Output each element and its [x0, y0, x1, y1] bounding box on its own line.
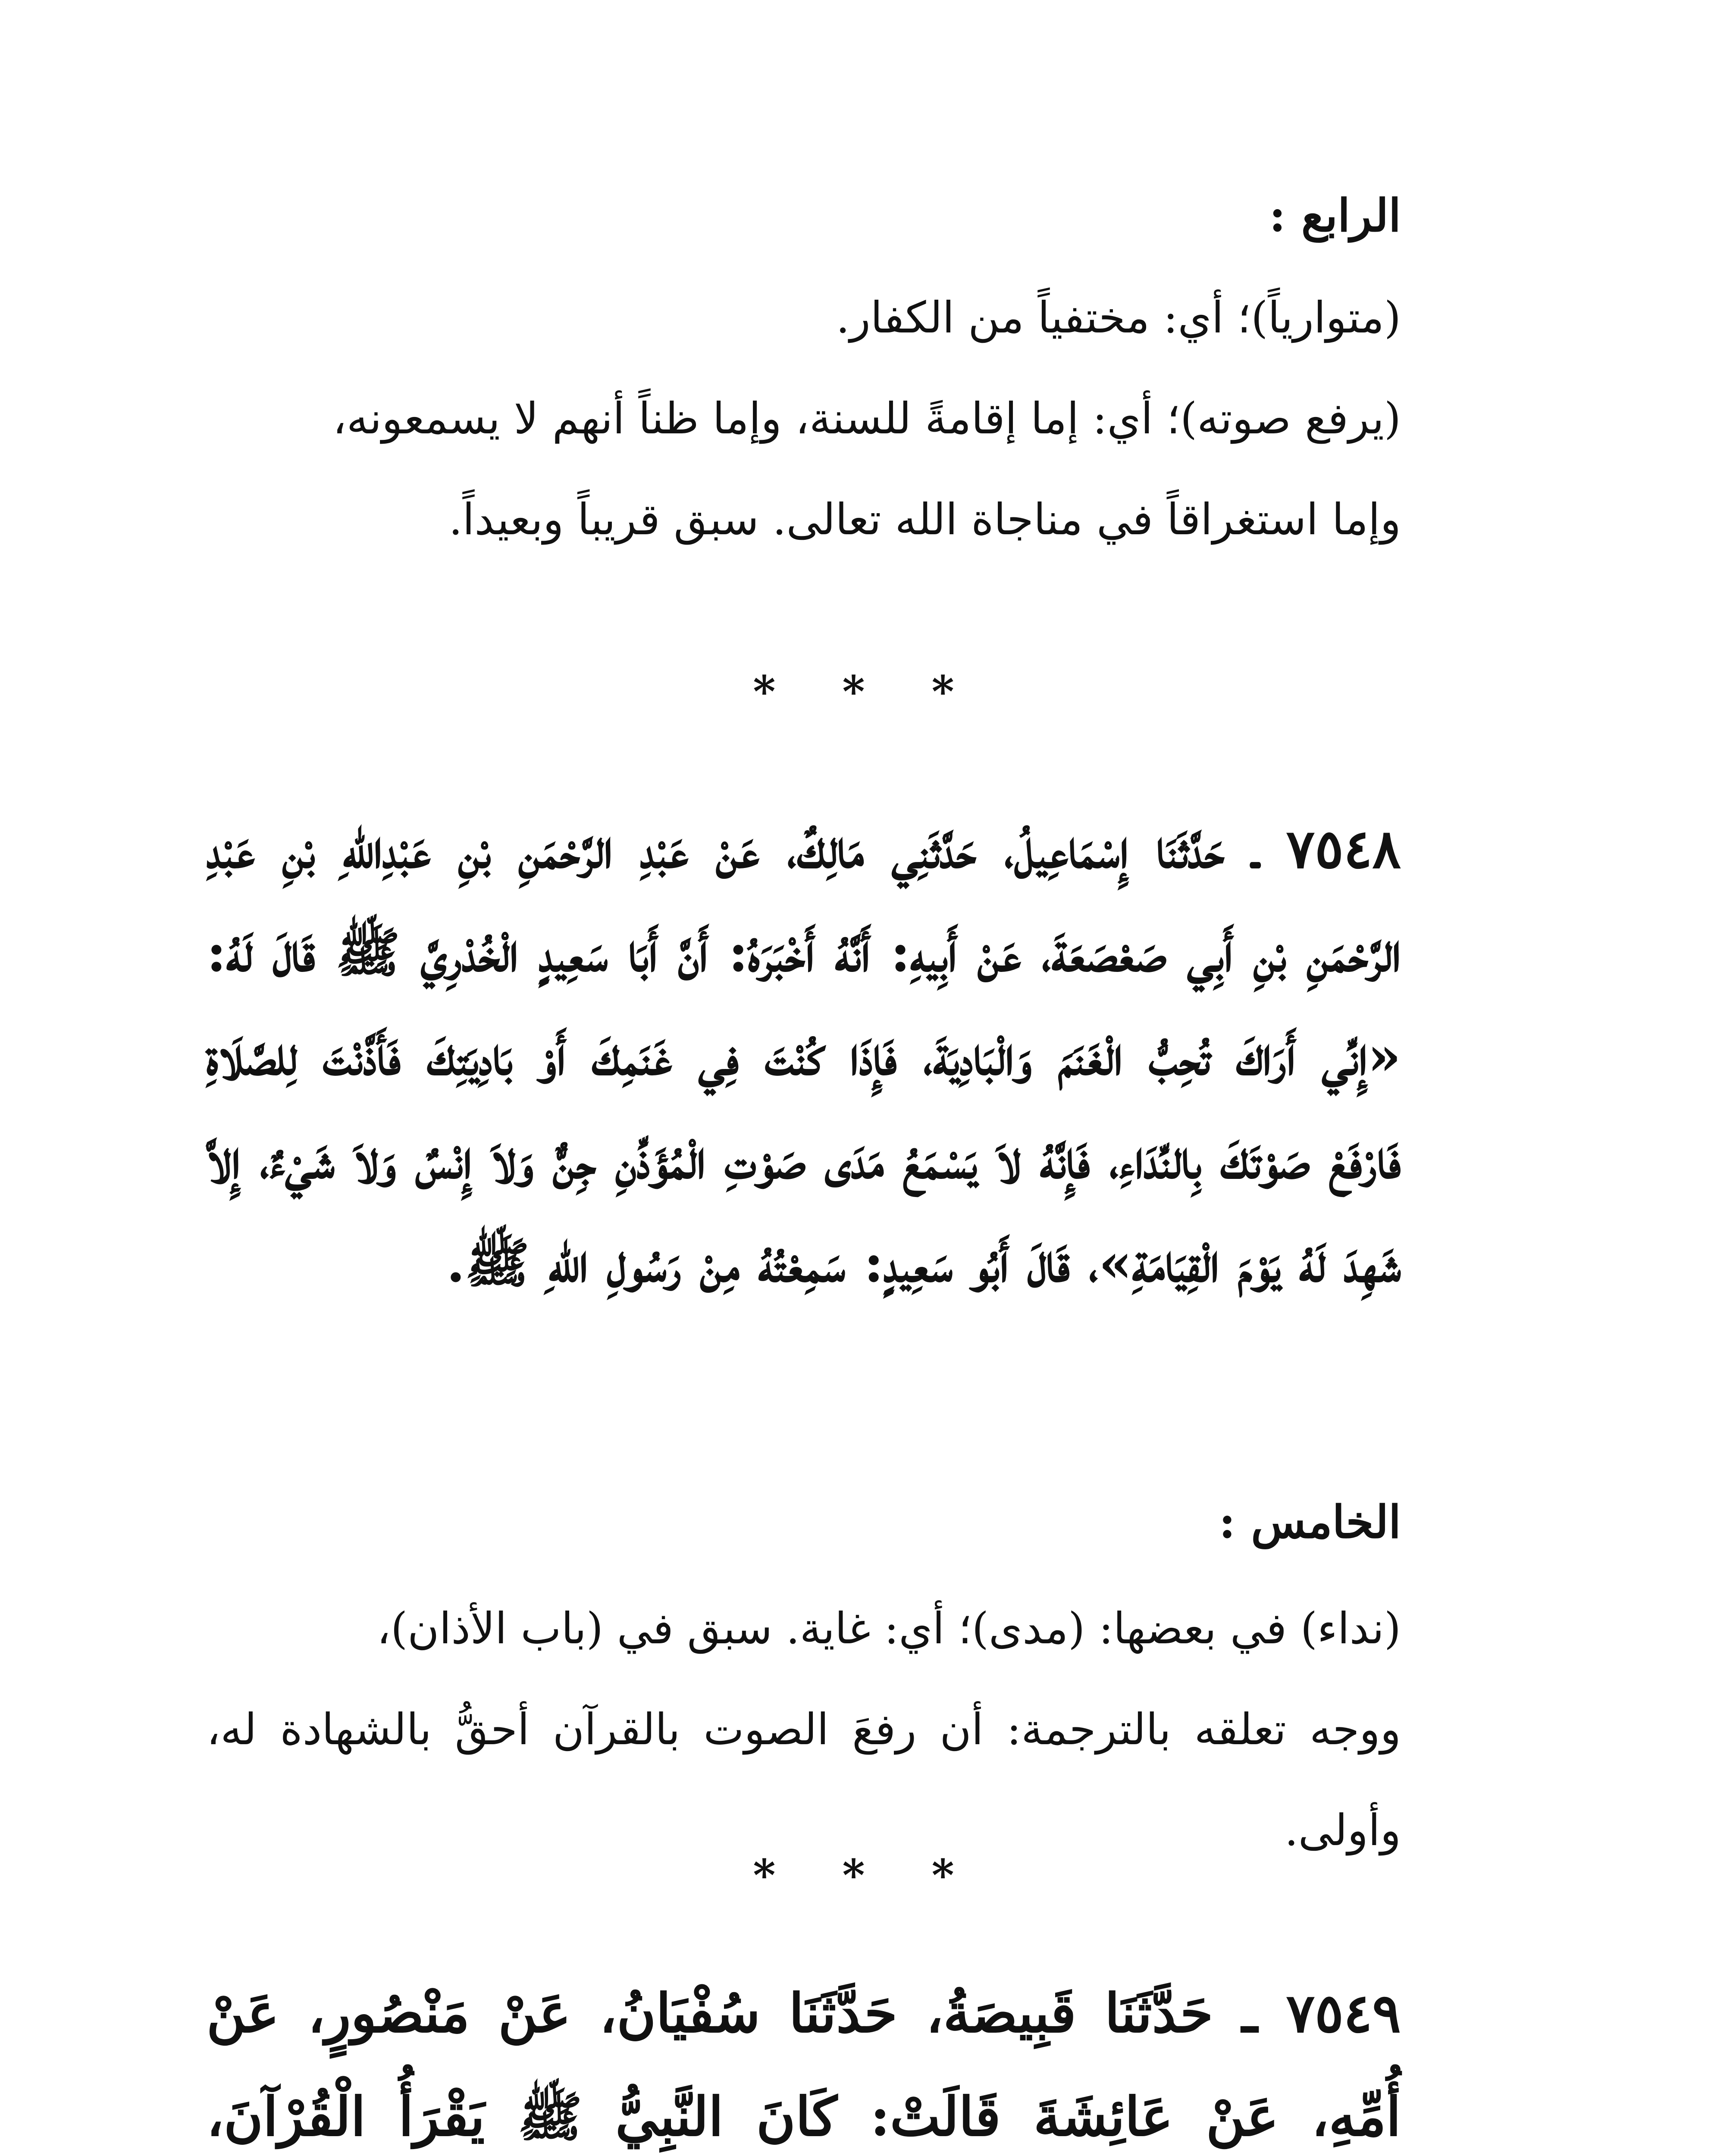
hadith-text: ـ حَدَّثَنَا قَبِيصَةُ، حَدَّثَنَا سُفْيَانُ، عَنْ مَنْصُورٍ، عَنْ أُمِّهِ، عَنْ عَائِشَةَ قَالَتْ: كَانَ النَّبِيُّ ﷺ يَقْرَأُ الْقُرْآنَ، [207, 1982, 1401, 2148]
heading-text: الخامس : [1219, 1495, 1401, 1548]
hadith-number: ٧٥٤٩ [1286, 1982, 1401, 2045]
commentary-line: ووجه تعلقه بالترجمة: أن رفعَ الصوت بالقرآن أحقُّ بالشهادة له، وأولى. [207, 1704, 1401, 1855]
hadith-text: ـ حَدَّثَنَا إِسْمَاعِيلُ، حَدَّثَنِي مَالِكٌ، عَنْ عَبْدِ الرَّحْمَنِ بْنِ عَبْدِاللهِ بْنِ عَبْدِ الرَّحْمَنِ بْنِ أَبِي صَعْصَعَةَ، عَنْ أَبِيهِ: أَنَّهُ أَخْبَرَهُ: أَنَّ أَبَا سَعِيدٍ الْخُدْرِيَّ ﷺ قَالَ لَهُ: «إِنِّي أَرَاكَ تُحِبُّ الْغَنَمَ وَالْبَادِيَةَ، فَإِذَا كُنْتَ فِي غَنَمِكَ أَوْ بَادِيَتِكَ فَأَذَّنْتَ لِلصَّلَاةِ فَارْفَعْ صَوْتَكَ بِالنِّدَاءِ، فَإِنَّهُ لاَ يَسْمَعُ مَدَى صَوْتِ الْمُؤَذِّنِ جِنٌّ وَلاَ إِنْسٌ وَلاَ شَيْءٌ، إِلاَّ شَهِدَ لَهُ يَوْمَ الْقِيَامَةِ»، قَالَ أَبُو سَعِيدٍ: سَمِعْتُهُ مِنْ رَسُولِ اللهِ ﷺ. [207, 818, 1401, 1294]
section-separator: * * * [753, 1850, 980, 1901]
commentary-fourth [207, 267, 1401, 570]
section-separator: * * * [753, 666, 980, 717]
hadith-number: ٧٥٤٨ [1286, 818, 1401, 881]
commentary-fifth [207, 1578, 1401, 1881]
section-heading-fifth [207, 1492, 1401, 1552]
section-heading-fourth [207, 185, 1401, 246]
commentary-line: وإما استغراقاً في مناجاة الله تعالى. سبق قريباً وبعيداً. [448, 494, 1401, 545]
hadith-7548 [207, 798, 1401, 1315]
hadith-7549 [207, 1962, 1401, 2156]
commentary-line: (متوارياً)؛ أي: مختفياً من الكفار. [836, 292, 1401, 343]
commentary-line: (يرفع صوته)؛ أي: إما إقامةً للسنة، وإما ظناً أنهم لا يسمعونه، [332, 393, 1401, 444]
heading-text: الرابع : [1269, 189, 1401, 242]
commentary-line: (نداء) في بعضها: (مدى)؛ أي: غاية. سبق في (باب الأذان)، [376, 1603, 1401, 1654]
